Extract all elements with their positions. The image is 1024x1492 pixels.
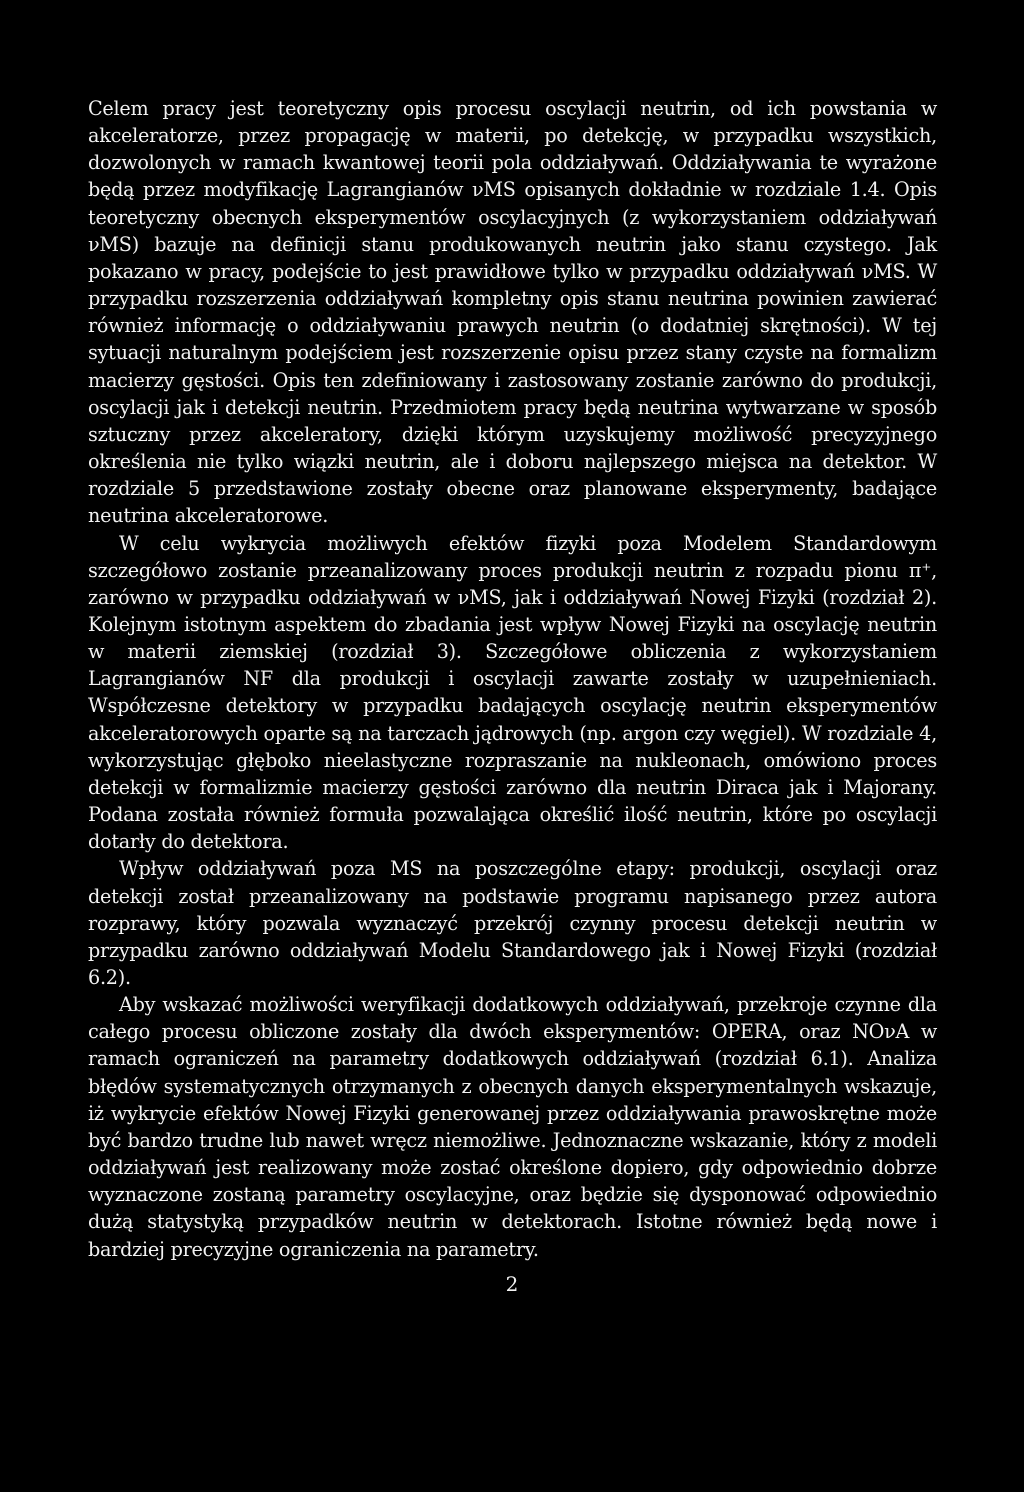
paragraph-4: Aby wskazać możliwości weryfikacji dodatkowych oddziaływań, przekroje czynne dla całego procesu obliczone zostały dla dwóch eksperymentów: OPERA, oraz NOνA w ramach ograniczeń na parametry dodatkowych oddziaływań (rozdział 6.1). Analiza błędów systematycznych otrzymanych z obecnych danych eksperymentalnych wskazuje, iż wykrycie efektów Nowej Fizyki generowanej przez oddziaływania prawoskrętne może być bardzo trudne lub nawet wręcz niemożliwe. Jednoznaczne wskazanie, który z modeli oddziaływań jest realizowany może zostać określone dopiero, gdy odpowiednio dobrze wyznaczone zostaną parametry oscylacyjne, oraz będzie się dysponować odpowiednio dużą statystyką przypadków neutrin w detektorach. Istotne również będą nowe i bardziej precyzyjne ograniczenia na parametry.	[88, 993, 937, 1261]
document-body	[88, 95, 937, 1263]
paragraph-3: Wpływ oddziaływań poza MS na poszczególne etapy: produkcji, oscylacji oraz detekcji został przeanalizowany na podstawie programu napisanego przez autora rozprawy, który pozwala wyznaczyć przekrój czynny procesu detekcji neutrin w przypadku zarówno oddziaływań Modelu Standardowego jak i Nowej Fizyki (rozdział 6.2).	[88, 857, 937, 989]
page-number: 2	[505, 1272, 519, 1296]
paragraph-1: Celem pracy jest teoretyczny opis procesu oscylacji neutrin, od ich powstania w akceleratorze, przez propagację w materii, po detekcję, w przypadku wszystkich, dozwolonych w ramach kwantowej teorii pola oddziaływań. Oddziaływania te wyrażone będą przez modyfikację Lagrangianów νMS opisanych dokładnie w rozdziale 1.4. Opis teoretyczny obecnych eksperymentów oscylacyjnych (z wykorzystaniem oddziaływań νMS) bazuje na definicji stanu produkowanych neutrin jako stanu czystego. Jak pokazano w pracy, podejście to jest prawidłowe tylko w przypadku oddziaływań νMS. W przypadku rozszerzenia oddziaływań kompletny opis stanu neutrina powinien zawierać również informację o oddziaływaniu prawych neutrin (o dodatniej skrętności). W tej sytuacji naturalnym podejściem jest rozszerzenie opisu przez stany czyste na formalizm macierzy gęstości. Opis ten zdefiniowany i zastosowany zostanie zarówno do produkcji, oscylacji jak i detekcji neutrin. Przedmiotem pracy będą neutrina wytwarzane w sposób sztuczny przez akceleratory, dzięki którym uzyskujemy możliwość precyzyjnego określenia nie tylko wiązki neutrin, ale i doboru najlepszego miejsca na detektor. W rozdziale 5 przedstawione zostały obecne oraz planowane eksperymenty, badające neutrina akceleratorowe.	[88, 97, 937, 528]
paragraph-2: W celu wykrycia możliwych efektów fizyki poza Modelem Standardowym szczegółowo zostanie przeanalizowany proces produkcji neutrin z rozpadu pionu π⁺, zarówno w przypadku oddziaływań w νMS, jak i oddziaływań Nowej Fizyki (rozdział 2). Kolejnym istotnym aspektem do zbadania jest wpływ Nowej Fizyki na oscylację neutrin w materii ziemskiej (rozdział 3). Szczegółowe obliczenia z wykorzystaniem Lagrangianów NF dla produkcji i oscylacji zawarte zostały w uzupełnieniach. Współczesne detektory w przypadku badających oscylację neutrin eksperymentów akceleratorowych oparte są na tarczach jądrowych (np. argon czy węgiel). W rozdziale 4, wykorzystując głęboko nieelastyczne rozpraszanie na nukleonach, omówiono proces detekcji w formalizmie macierzy gęstości zarówno dla neutrin Diraca jak i Majorany. Podana została również formuła pozwalająca określić ilość neutrin, które po oscylacji dotarły do detektora.	[88, 531, 937, 854]
